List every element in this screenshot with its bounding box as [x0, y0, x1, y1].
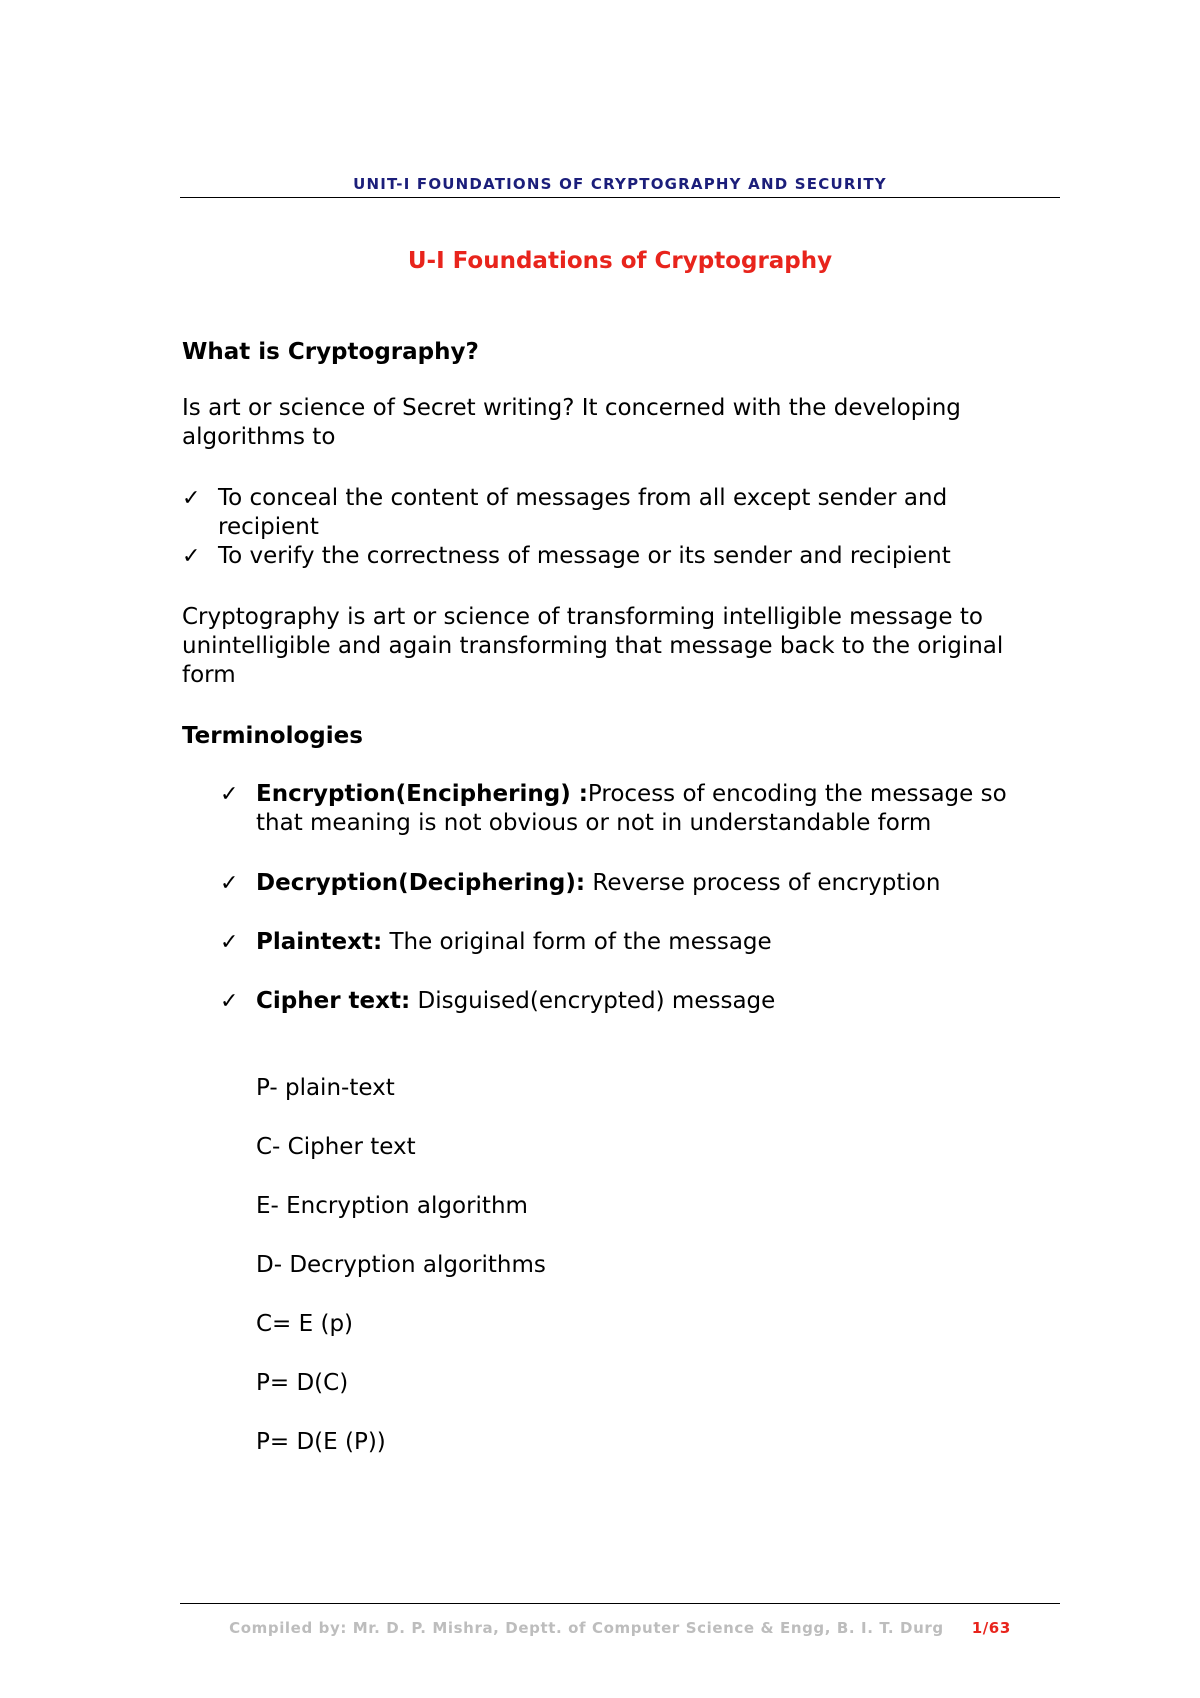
- bullet-2-line-1: To verify the correctness of message or its sender and recipient: [218, 543, 951, 569]
- formula-line: C= E (p): [256, 1311, 354, 1337]
- page-number: 1/63: [971, 1619, 1011, 1637]
- symbol-line: E- Encryption algorithm: [256, 1193, 528, 1219]
- term-description: Disguised(encrypted) message: [410, 988, 776, 1014]
- symbol-line: D- Decryption algorithms: [256, 1252, 546, 1278]
- section-heading-what-is: What is Cryptography?: [182, 339, 479, 365]
- checkmark-icon: ✓: [220, 989, 239, 1014]
- bullet-1-line-1: To conceal the content of messages from all except sender and: [218, 485, 948, 511]
- running-header: UNIT-I FOUNDATIONS OF CRYPTOGRAPHY AND SECURITY: [353, 175, 887, 193]
- symbol-line: C- Cipher text: [256, 1134, 416, 1160]
- term-label: Encryption(Enciphering) :: [256, 781, 588, 807]
- symbol-line: P- plain-text: [256, 1075, 395, 1101]
- term-encryption-line-2: that meaning is not obvious or not in understandable form: [256, 810, 932, 836]
- term-description: The original form of the message: [382, 929, 772, 955]
- definition-line-1: Cryptography is art or science of transforming intelligible message to: [182, 604, 983, 630]
- term-encryption: [256, 780, 1007, 809]
- footer-rule: [180, 1603, 1060, 1604]
- term-plaintext: [256, 928, 772, 957]
- term-description: Reverse process of encryption: [585, 870, 941, 896]
- section-heading-terminologies: Terminologies: [182, 723, 363, 749]
- term-label: Cipher text:: [256, 988, 411, 1014]
- term-label: Plaintext:: [256, 929, 383, 955]
- formula-line: P= D(E (P)): [256, 1429, 386, 1455]
- footer-credit: Compiled by: Mr. D. P. Mishra, Deptt. of Computer Science & Engg, B. I. T. Durg: [229, 1619, 944, 1637]
- page-footer: [180, 1619, 1060, 1637]
- formula-line: P= D(C): [256, 1370, 349, 1396]
- intro-line-2: algorithms to: [182, 424, 336, 450]
- header-rule: [180, 197, 1060, 198]
- checkmark-icon: ✓: [220, 930, 239, 955]
- definition-line-2: unintelligible and again transforming that message back to the original: [182, 633, 1004, 659]
- checkmark-icon: ✓: [182, 486, 201, 511]
- checkmark-icon: ✓: [182, 544, 201, 569]
- checkmark-icon: ✓: [220, 782, 239, 807]
- checkmark-icon: ✓: [220, 871, 239, 896]
- page-title: U-I Foundations of Cryptography: [407, 248, 833, 274]
- bullet-1-line-2: recipient: [218, 514, 319, 540]
- term-label: Decryption(Deciphering):: [256, 870, 586, 896]
- intro-line-1: Is art or science of Secret writing? It concerned with the developing: [182, 395, 961, 421]
- term-decryption: [256, 869, 940, 898]
- term-description: Process of encoding the message so: [587, 781, 1007, 807]
- term-ciphertext: [256, 987, 775, 1016]
- definition-line-3: form: [182, 662, 236, 688]
